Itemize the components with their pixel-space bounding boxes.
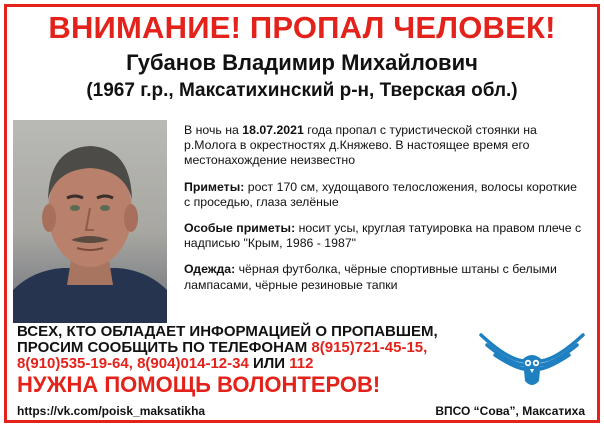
disappearance-date: 18.07.2021 (242, 123, 304, 137)
phone-numbers-2-3[interactable]: 8(910)535-19-64, 8(904)014-12-34 (17, 355, 249, 372)
features-label: Приметы: (184, 179, 245, 194)
organization-name: ВПСО “Сова”, Максатиха (435, 404, 585, 418)
disappearance-text-start: В ночь на (184, 123, 243, 137)
phone-number-1[interactable]: 8(915)721-45-15, (311, 339, 428, 356)
emergency-phone[interactable]: 112 (289, 355, 314, 372)
description-block (184, 123, 584, 304)
special-features-text: носит усы, круглая татуировка на правом плече с надписью "Крым, 1986 - 1987" (184, 221, 582, 251)
features-paragraph (184, 180, 584, 210)
missing-person-poster (4, 4, 600, 423)
special-features-label: Особые приметы: (184, 221, 296, 236)
person-photo (13, 120, 167, 323)
appeal-line-2 (17, 340, 477, 356)
disappearance-text-end: года пропал с туристической стоянки на р.Молога в окрестностях д.Княжево. В настоящее время его местонахождение неизвестно (184, 123, 537, 168)
special-features-paragraph (184, 221, 584, 251)
person-photo-illustration (13, 120, 167, 323)
features-text: рост 170 см, худощавого телосложения, волосы короткие с проседью, глаза зелёные (184, 179, 577, 209)
clothing-text: чёрная футболка, чёрные спортивные штаны с белыми лампасами, чёрные резиновые тапки (184, 262, 557, 292)
person-details: (1967 г.р., Максатихинский р-н, Тверская обл.) (86, 80, 518, 101)
appeal-line-3 (17, 356, 477, 372)
vk-link[interactable]: https://vk.com/poisk_maksatikha (17, 404, 206, 418)
clothing-paragraph (184, 262, 584, 292)
poster-headline: ВНИМАНИЕ! ПРОПАЛ ЧЕЛОВЕК! (48, 10, 556, 45)
appeal-request-text: ПРОСИМ СООБЩИТЬ ПО ТЕЛЕФОНАМ (17, 339, 312, 356)
appeal-or-text: ИЛИ (248, 355, 290, 372)
disappearance-paragraph (184, 123, 584, 169)
person-name: Губанов Владимир Михайлович (126, 50, 478, 75)
owl-logo-icon (477, 329, 587, 391)
volunteer-call: НУЖНА ПОМОЩЬ ВОЛОНТЕРОВ! (17, 372, 381, 397)
contact-appeal (17, 324, 477, 372)
appeal-line-1: ВСЕХ, КТО ОБЛАДАЕТ ИНФОРМАЦИЕЙ О ПРОПАВШЕМ, (17, 323, 438, 340)
clothing-label: Одежда: (184, 262, 236, 277)
